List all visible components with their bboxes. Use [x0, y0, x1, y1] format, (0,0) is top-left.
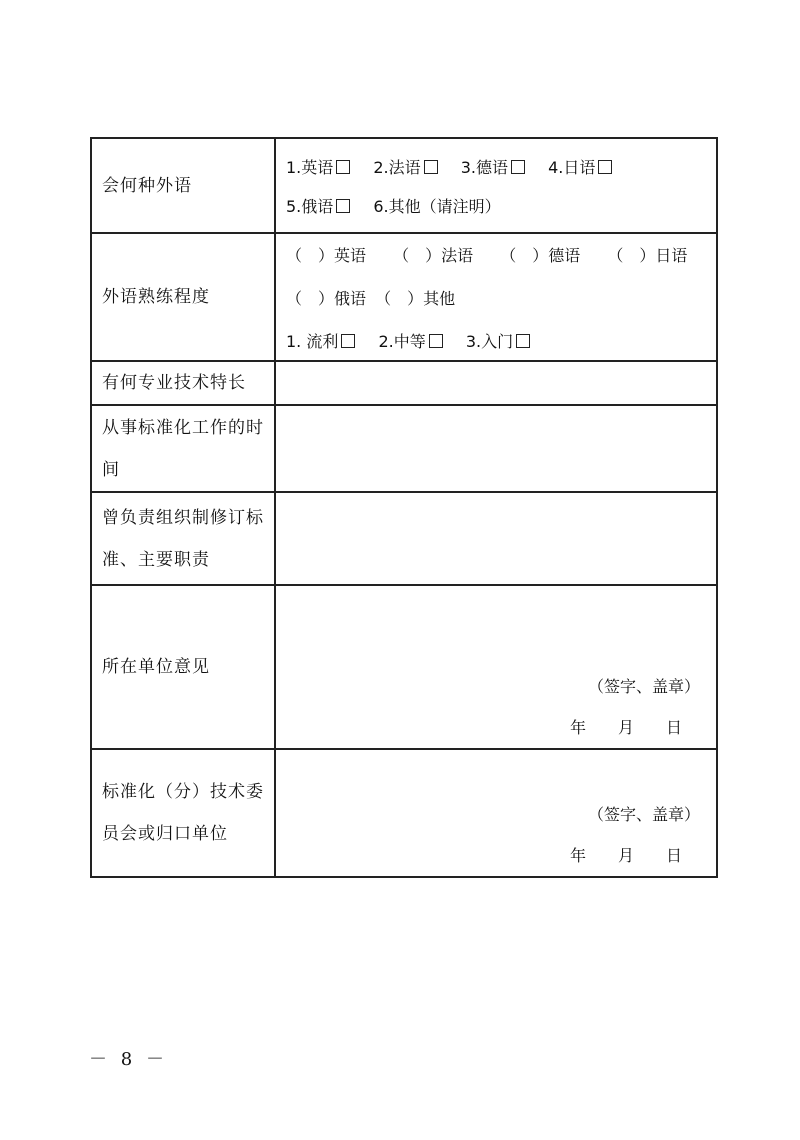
- signature-stamp-label: （签字、盖章）: [587, 805, 700, 824]
- proficiency-japanese[interactable]: （ ）日语: [607, 245, 688, 265]
- proficiency-other[interactable]: （ ）其他: [375, 288, 456, 308]
- unit-opinion-label: 所在单位意见: [91, 585, 275, 749]
- specialty-row: [91, 361, 717, 405]
- languages-options: [275, 138, 717, 233]
- standards-label: 曾负责组织制修订标准、主要职责: [91, 492, 275, 585]
- unit-opinion-field[interactable]: [275, 585, 717, 749]
- years-field[interactable]: [275, 405, 717, 492]
- proficiency-english[interactable]: （ ）英语: [286, 245, 367, 265]
- checkbox[interactable]: [516, 334, 530, 348]
- level-fluent[interactable]: 1. 流利: [286, 329, 355, 352]
- proficiency-german[interactable]: （ ）德语: [500, 245, 581, 265]
- checkbox[interactable]: [424, 160, 438, 174]
- checkbox[interactable]: [336, 199, 350, 213]
- languages-row: [91, 138, 717, 233]
- option-german[interactable]: 3.德语: [461, 155, 525, 178]
- checkbox[interactable]: [598, 160, 612, 174]
- committee-field[interactable]: [275, 749, 717, 877]
- level-beginner[interactable]: 3.入门: [466, 329, 530, 352]
- checkbox[interactable]: [336, 160, 350, 174]
- proficiency-row: [91, 233, 717, 361]
- languages-label: 会何种外语: [91, 138, 275, 233]
- signature-stamp-label: （签字、盖章）: [587, 677, 700, 696]
- committee-row: [91, 749, 717, 877]
- checkbox[interactable]: [341, 334, 355, 348]
- checkbox[interactable]: [429, 334, 443, 348]
- checkbox[interactable]: [511, 160, 525, 174]
- option-english[interactable]: 1.英语: [286, 155, 350, 178]
- standards-row: [91, 492, 717, 585]
- unit-opinion-row: [91, 585, 717, 749]
- date-label: 年 月 日: [569, 718, 682, 737]
- option-other[interactable]: 6.其他（请注明）: [373, 196, 501, 216]
- proficiency-options: [275, 233, 717, 361]
- page-number: － 8 －: [89, 1049, 168, 1070]
- specialty-label: 有何专业技术特长: [91, 361, 275, 405]
- years-label: 从事标准化工作的时间: [91, 405, 275, 492]
- application-form-table: [90, 137, 718, 878]
- standards-field[interactable]: [275, 492, 717, 585]
- option-french[interactable]: 2.法语: [373, 155, 437, 178]
- years-row: [91, 405, 717, 492]
- proficiency-russian[interactable]: （ ）俄语: [286, 288, 367, 308]
- proficiency-label: 外语熟练程度: [91, 233, 275, 361]
- specialty-field[interactable]: [275, 361, 717, 405]
- proficiency-french[interactable]: （ ）法语: [393, 245, 474, 265]
- option-russian[interactable]: 5.俄语: [286, 194, 350, 217]
- date-label: 年 月 日: [569, 846, 682, 865]
- option-japanese[interactable]: 4.日语: [548, 155, 612, 178]
- committee-label: 标准化（分）技术委员会或归口单位: [91, 749, 275, 877]
- level-intermediate[interactable]: 2.中等: [378, 329, 442, 352]
